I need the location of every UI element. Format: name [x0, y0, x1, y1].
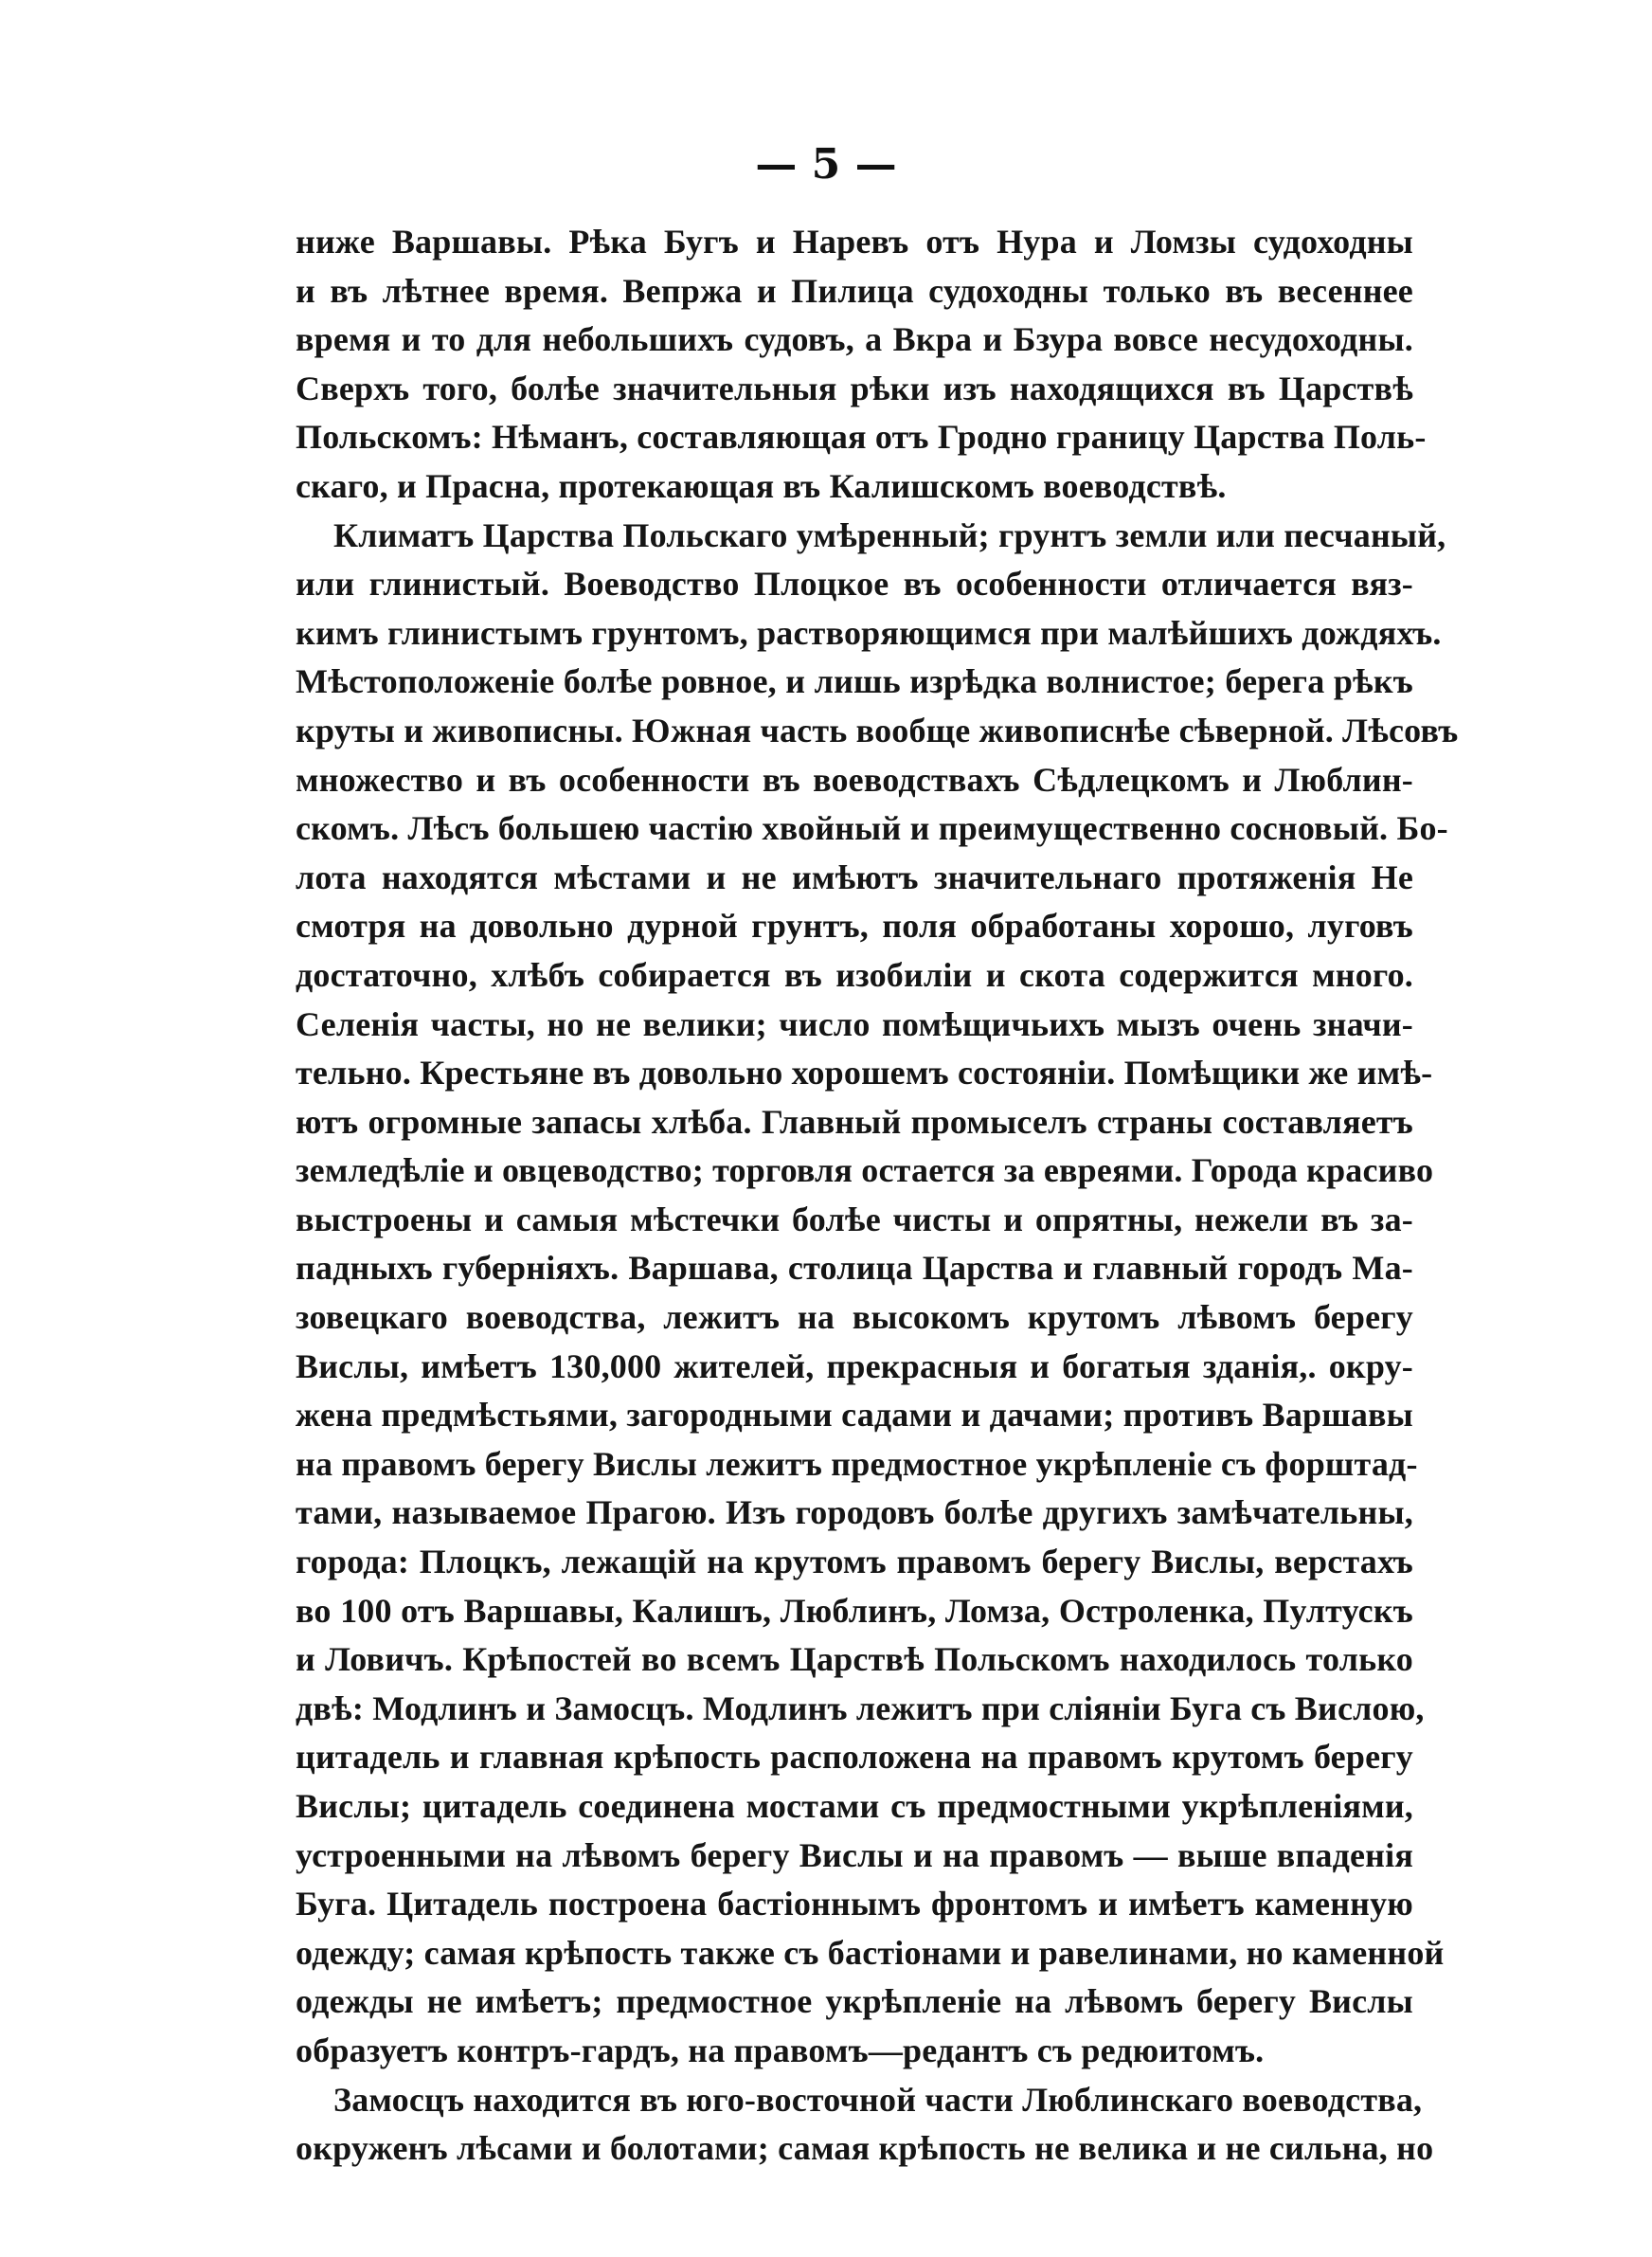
text-line: тельно. Крестьяне въ довольно хорошемъ состояніи. Помѣщики же имѣ- — [296, 1054, 1433, 1092]
text-line: тами, называемое Прагою. Изъ городовъ болѣе другихъ замѣчательны, — [296, 1493, 1413, 1532]
text-body — [296, 218, 1459, 2174]
paragraph — [296, 218, 1427, 512]
text-line: скаго, и Прасна, протекающая въ Калишскомъ воеводствѣ. — [296, 466, 1227, 505]
text-line: одежду; самая крѣпость также съ бастіонами и равелинами, но каменной — [296, 1933, 1445, 1972]
text-line: множество и въ особенности въ воеводствахъ Сѣдлецкомъ и Люблин- — [296, 760, 1413, 799]
text-line: на правомъ берегу Вислы лежитъ предмостное укрѣпленіе съ форштад- — [296, 1444, 1418, 1483]
text-line: лота находятся мѣстами и не имѣютъ значительнаго протяженія Не — [296, 858, 1413, 896]
text-line: падныхъ губерніяхъ. Варшава, столица Царства и главный городъ Ма- — [296, 1249, 1413, 1288]
text-line: устроенными на лѣвомъ берегу Вислы и на правомъ — выше впаденія — [296, 1835, 1413, 1874]
text-line: выстроены и самыя мѣстечки болѣе чисты и опрятны, нежели въ за- — [296, 1200, 1413, 1238]
paragraph — [296, 512, 1459, 2076]
text-line: Буга. Цитадель построена бастіоннымъ фронтомъ и имѣетъ каменную — [296, 1885, 1413, 1923]
text-line: одежды не имѣетъ; предмостное укрѣпленіе на лѣвомъ берегу Вислы — [296, 1982, 1413, 2021]
text-line: зовецкаго воеводства, лежитъ на высокомъ крутомъ лѣвомъ берегу — [296, 1298, 1413, 1337]
text-line: цитадель и главная крѣпость расположена на правомъ крутомъ берегу — [296, 1738, 1413, 1777]
text-line: Селенія часты, но не велики; число помѣщичьихъ мызъ очень значи- — [296, 1004, 1413, 1043]
text-line: смотря на довольно дурной грунтъ, поля обработаны хорошо, луговъ — [296, 907, 1413, 946]
text-line: двѣ: Модлинъ и Замосцъ. Модлинъ лежитъ при сліяніи Буга съ Вислою, — [296, 1688, 1425, 1727]
text-line: и Ловичъ. Крѣпостей во всемъ Царствѣ Польскомъ находилось только — [296, 1640, 1413, 1679]
text-line: скомъ. Лѣсъ большею частію хвойный и преимущественно сосновый. Бо- — [296, 809, 1448, 848]
text-line: кимъ глинистымъ грунтомъ, растворяющимся при малѣйшихъ дождяхъ. — [296, 613, 1442, 652]
text-line: или глинистый. Воеводство Плоцкое въ особенности отличается вяз- — [296, 565, 1413, 604]
text-line: ниже Варшавы. Рѣка Бугъ и Наревъ отъ Нура и Ломзы судоходны — [296, 223, 1413, 261]
text-line: круты и живописны. Южная часть вообще живописнѣе сѣверной. Лѣсовъ — [296, 711, 1459, 749]
text-line: земледѣліе и овцеводство; торговля остается за евреями. Города красиво — [296, 1151, 1434, 1190]
text-line: Замосцъ находится въ юго-восточной части Люблинскаго воеводства, — [333, 2080, 1423, 2119]
text-line: ютъ огромные запасы хлѣба. Главный промыселъ страны составляетъ — [296, 1102, 1413, 1141]
text-line: достаточно, хлѣбъ собирается въ изобиліи и скота содержится много. — [296, 955, 1413, 994]
text-line: во 100 отъ Варшавы, Калишъ, Люблинъ, Ломза, Остроленка, Пултускъ — [296, 1591, 1413, 1630]
text-line: Вислы; цитадель соединена мостами съ предмостными укрѣпленіями, — [296, 1787, 1413, 1825]
text-line: и въ лѣтнее время. Вепржа и Пилица судоходны только въ весеннее — [296, 271, 1413, 310]
text-line: жена предмѣстьями, загородными садами и дачами; противъ Варшавы — [296, 1396, 1413, 1435]
page-number: — 5 — — [755, 140, 897, 189]
text-line: время и то для небольшихъ судовъ, а Вкра и Бзура вовсе несудоходны. — [296, 320, 1413, 359]
text-line: Польскомъ: Нѣманъ, составляющая отъ Гродно границу Царства Поль- — [296, 418, 1427, 457]
text-line: Сверхъ того, болѣе значительныя рѣки изъ находящихся въ Царствѣ — [296, 369, 1413, 407]
text-line: окруженъ лѣсами и болотами; самая крѣпость не велика и не сильна, но — [296, 2129, 1434, 2168]
paragraph — [296, 2076, 1434, 2174]
text-line: Климатъ Царства Польскаго умѣренный; грунтъ земли или песчаный, — [333, 515, 1446, 554]
text-line: города: Плоцкъ, лежащій на крутомъ правомъ берегу Вислы, верстахъ — [296, 1543, 1413, 1581]
text-line: Мѣстоположеніе болѣе ровное, и лишь изрѣдка волнистое; берега рѣкъ — [296, 662, 1413, 701]
text-line: Вислы, имѣетъ 130,000 жителей, прекрасныя и богатыя зданія,. окру- — [296, 1346, 1413, 1385]
text-line: образуетъ контръ-гардъ, на правомъ—редантъ съ редюитомъ. — [296, 2031, 1265, 2069]
